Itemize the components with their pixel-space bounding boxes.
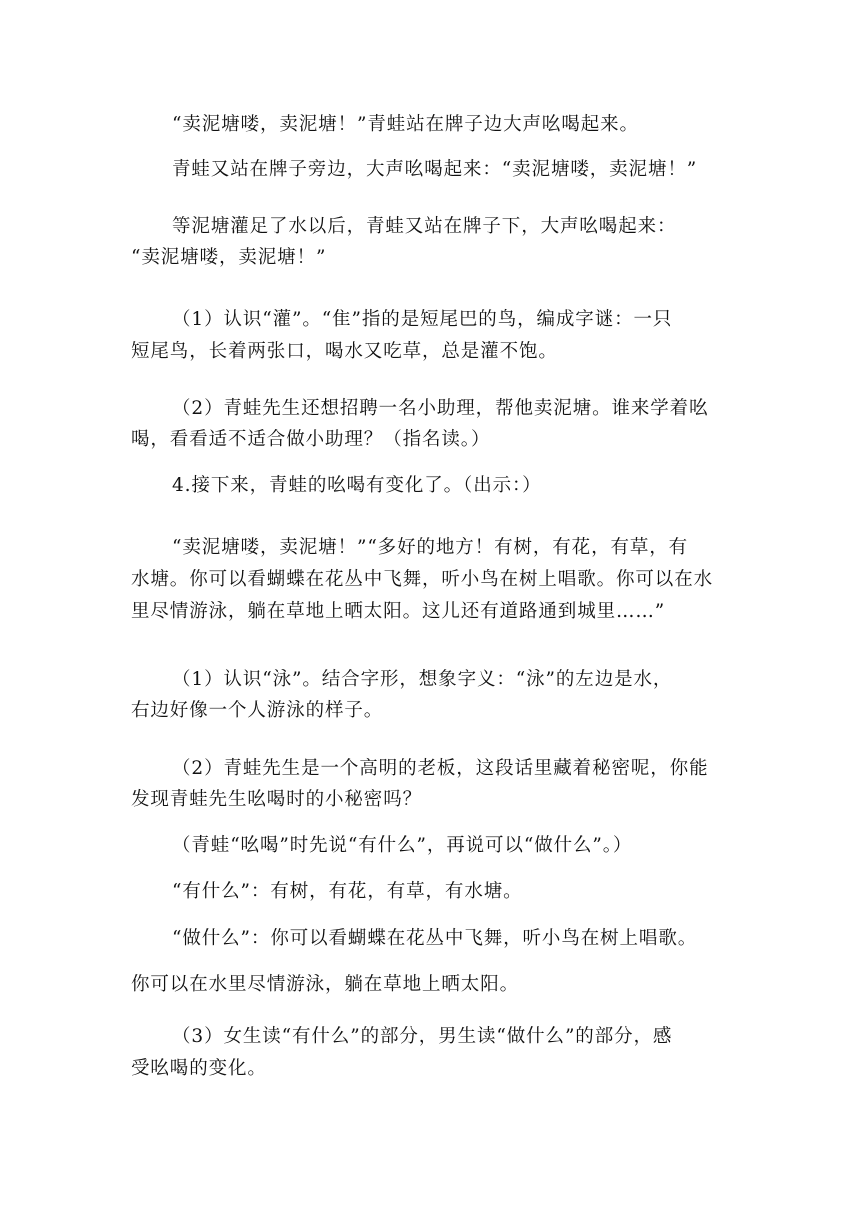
text-line: 喝，看看适不适合做小助理？（指名读。） xyxy=(131,429,491,450)
text-line: 你可以在水里尽情游泳，躺在草地上晒太阳。 xyxy=(131,974,520,995)
text-line: “卖泥塘喽，卖泥塘！” xyxy=(131,247,327,268)
text-line: “卖泥塘喽，卖泥塘！”青蛙站在牌子边大声吆喝起来。 xyxy=(172,114,639,135)
text-line: “做什么”：你可以看蝴蝶在花丛中飞舞，听小鸟在树上唱歌。 xyxy=(172,928,698,949)
text-line: “卖泥塘喽，卖泥塘！”“多好的地方！有树，有花，有草，有 xyxy=(172,537,689,558)
text-line: 短尾鸟，长着两张口，喝水又吃草，总是灌不饱。 xyxy=(131,341,558,362)
text-line: 水塘。你可以看蝴蝶在花丛中飞舞，听小鸟在树上唱歌。你可以在水 xyxy=(131,569,714,590)
text-line: （2）青蛙先生还想招聘一名小助理，帮他卖泥塘。谁来学着吆 xyxy=(172,398,709,419)
text-line: （青蛙“吆喝”时先说“有什么”，再说可以“做什么”。） xyxy=(172,835,633,856)
text-line: （1）认识“灌”。“隹”指的是短尾巴的鸟，编成字谜：一只 xyxy=(172,309,673,330)
text-line: （3）女生读“有什么”的部分，男生读“做什么”的部分，感 xyxy=(172,1026,673,1047)
text-line: 受吆喝的变化。 xyxy=(131,1058,267,1079)
text-line: 里尽情游泳，躺在草地上晒太阳。这儿还有道路通到城里……” xyxy=(131,601,666,622)
text-line: 发现青蛙先生吆喝时的小秘密吗？ xyxy=(131,789,423,810)
text-line: （1）认识“泳”。结合字形，想象字义：“泳”的左边是水， xyxy=(172,669,673,690)
text-line: 青蛙又站在牌子旁边，大声吆喝起来：“卖泥塘喽，卖泥塘！” xyxy=(172,159,698,180)
text-line: （2）青蛙先生是一个高明的老板，这段话里藏着秘密呢，你能 xyxy=(172,758,709,779)
text-line: “有什么”：有树，有花，有草，有水塘。 xyxy=(172,881,523,902)
text-line: 等泥塘灌足了水以后，青蛙又站在牌子下，大声吆喝起来： xyxy=(172,216,677,237)
text-line: 4.接下来，青蛙的吆喝有变化了。（出示：） xyxy=(172,475,542,496)
text-line: 右边好像一个人游泳的样子。 xyxy=(131,700,384,721)
